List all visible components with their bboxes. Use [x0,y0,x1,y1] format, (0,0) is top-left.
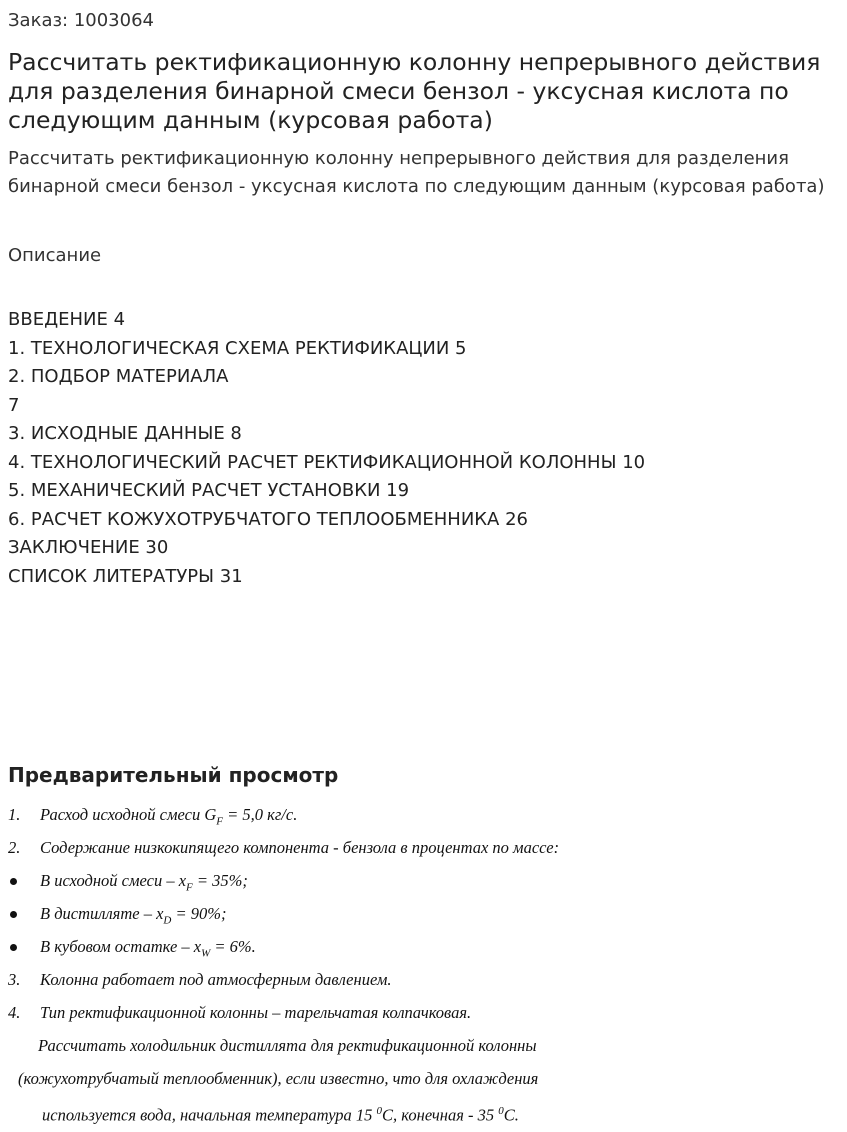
list-text: = 90%; [171,904,227,923]
preview-list-item [8,996,658,1029]
subscript: D [163,914,172,927]
superscript: 0 [498,1105,504,1117]
preview-list-item [8,831,658,864]
toc-item: 1. ТЕХНОЛОГИЧЕСКАЯ СХЕМА РЕКТИФИКАЦИИ 5 [8,337,467,359]
subscript: F [186,881,193,894]
preview-list-item [8,798,658,831]
preview-list-item [8,963,658,996]
list-text: Колонна работает под атмосферным давлением. [40,970,392,989]
bullet-icon [10,911,17,918]
preview-heading: Предварительный просмотр [8,763,339,787]
preview-bullet-item [8,864,658,897]
toc-item: 6. РАСЧЕТ КОЖУХОТРУБЧАТОГО ТЕПЛООБМЕННИКА 26 [8,508,528,530]
list-number: 3. [8,970,21,989]
superscript: 0 [376,1105,383,1117]
subscript: F [216,815,223,828]
list-number: 4. [8,1003,21,1022]
list-number: 1. [8,805,21,824]
list-text: Тип ректификационной колонны – тарельчатая колпачковая. [40,1003,472,1022]
list-text: В кубовом остатке – x [40,937,202,956]
toc-item: ВВЕДЕНИЕ 4 [8,309,126,330]
list-text: = 5,0 кг/с. [223,805,298,824]
list-number: 2. [8,838,21,857]
toc-item: 3. ИСХОДНЫЕ ДАННЫЕ 8 [8,423,242,444]
preview-paragraph-line: используется вода, начальная температура 15 $^0$С, конечная - 35 $^0$С. [42,1105,519,1125]
toc-item: СПИСОК ЛИТЕРАТУРЫ 31 [8,565,243,587]
page-title: Рассчитать ректификационную колонну непрерывного действия для разделения бинарной смеси бензол - уксусная кислота по следующим данным (курсовая работа) [8,48,821,134]
toc-item: 5. МЕХАНИЧЕСКИЙ РАСЧЕТ УСТАНОВКИ 19 [8,480,410,501]
preview-bullet-item [8,930,658,963]
bullet-icon [10,878,17,885]
toc-item: 7 [8,394,20,416]
list-text: В дистилляте – x [40,904,164,923]
list-text: = 6%. [210,937,256,956]
preview-document [8,798,658,1132]
list-text: Содержание низкокипящего компонента - бензола в процентах по массе: [40,838,560,857]
table-of-contents [8,306,645,591]
toc-item: ЗАКЛЮЧЕНИЕ 30 [8,537,169,558]
order-number: Заказ: 1003064 [8,10,154,31]
subscript: W [201,947,211,960]
list-text: = 35%; [192,871,248,890]
list-text: Расход исходной смеси G [40,805,217,824]
preview-paragraph-line: Рассчитать холодильник дистиллята для ректификационной колонны [38,1036,537,1055]
description-heading: Описание [8,245,102,266]
preview-paragraph-line: (кожухотрубчатый теплообменник), если известно, что для охлаждения [18,1069,539,1088]
toc-item: 4. ТЕХНОЛОГИЧЕСКИЙ РАСЧЕТ РЕКТИФИКАЦИОННОЙ КОЛОННЫ 10 [8,451,646,473]
preview-bullet-item [8,897,658,930]
bullet-icon [10,944,17,951]
page-subtitle: Рассчитать ректификационную колонну непрерывного действия для разделения бинарной смеси бензол - уксусная кислота по следующим данным (курсовая работа) [8,148,825,197]
toc-item: 2. ПОДБОР МАТЕРИАЛА [8,366,229,387]
list-text: В исходной смеси – x [40,871,187,890]
